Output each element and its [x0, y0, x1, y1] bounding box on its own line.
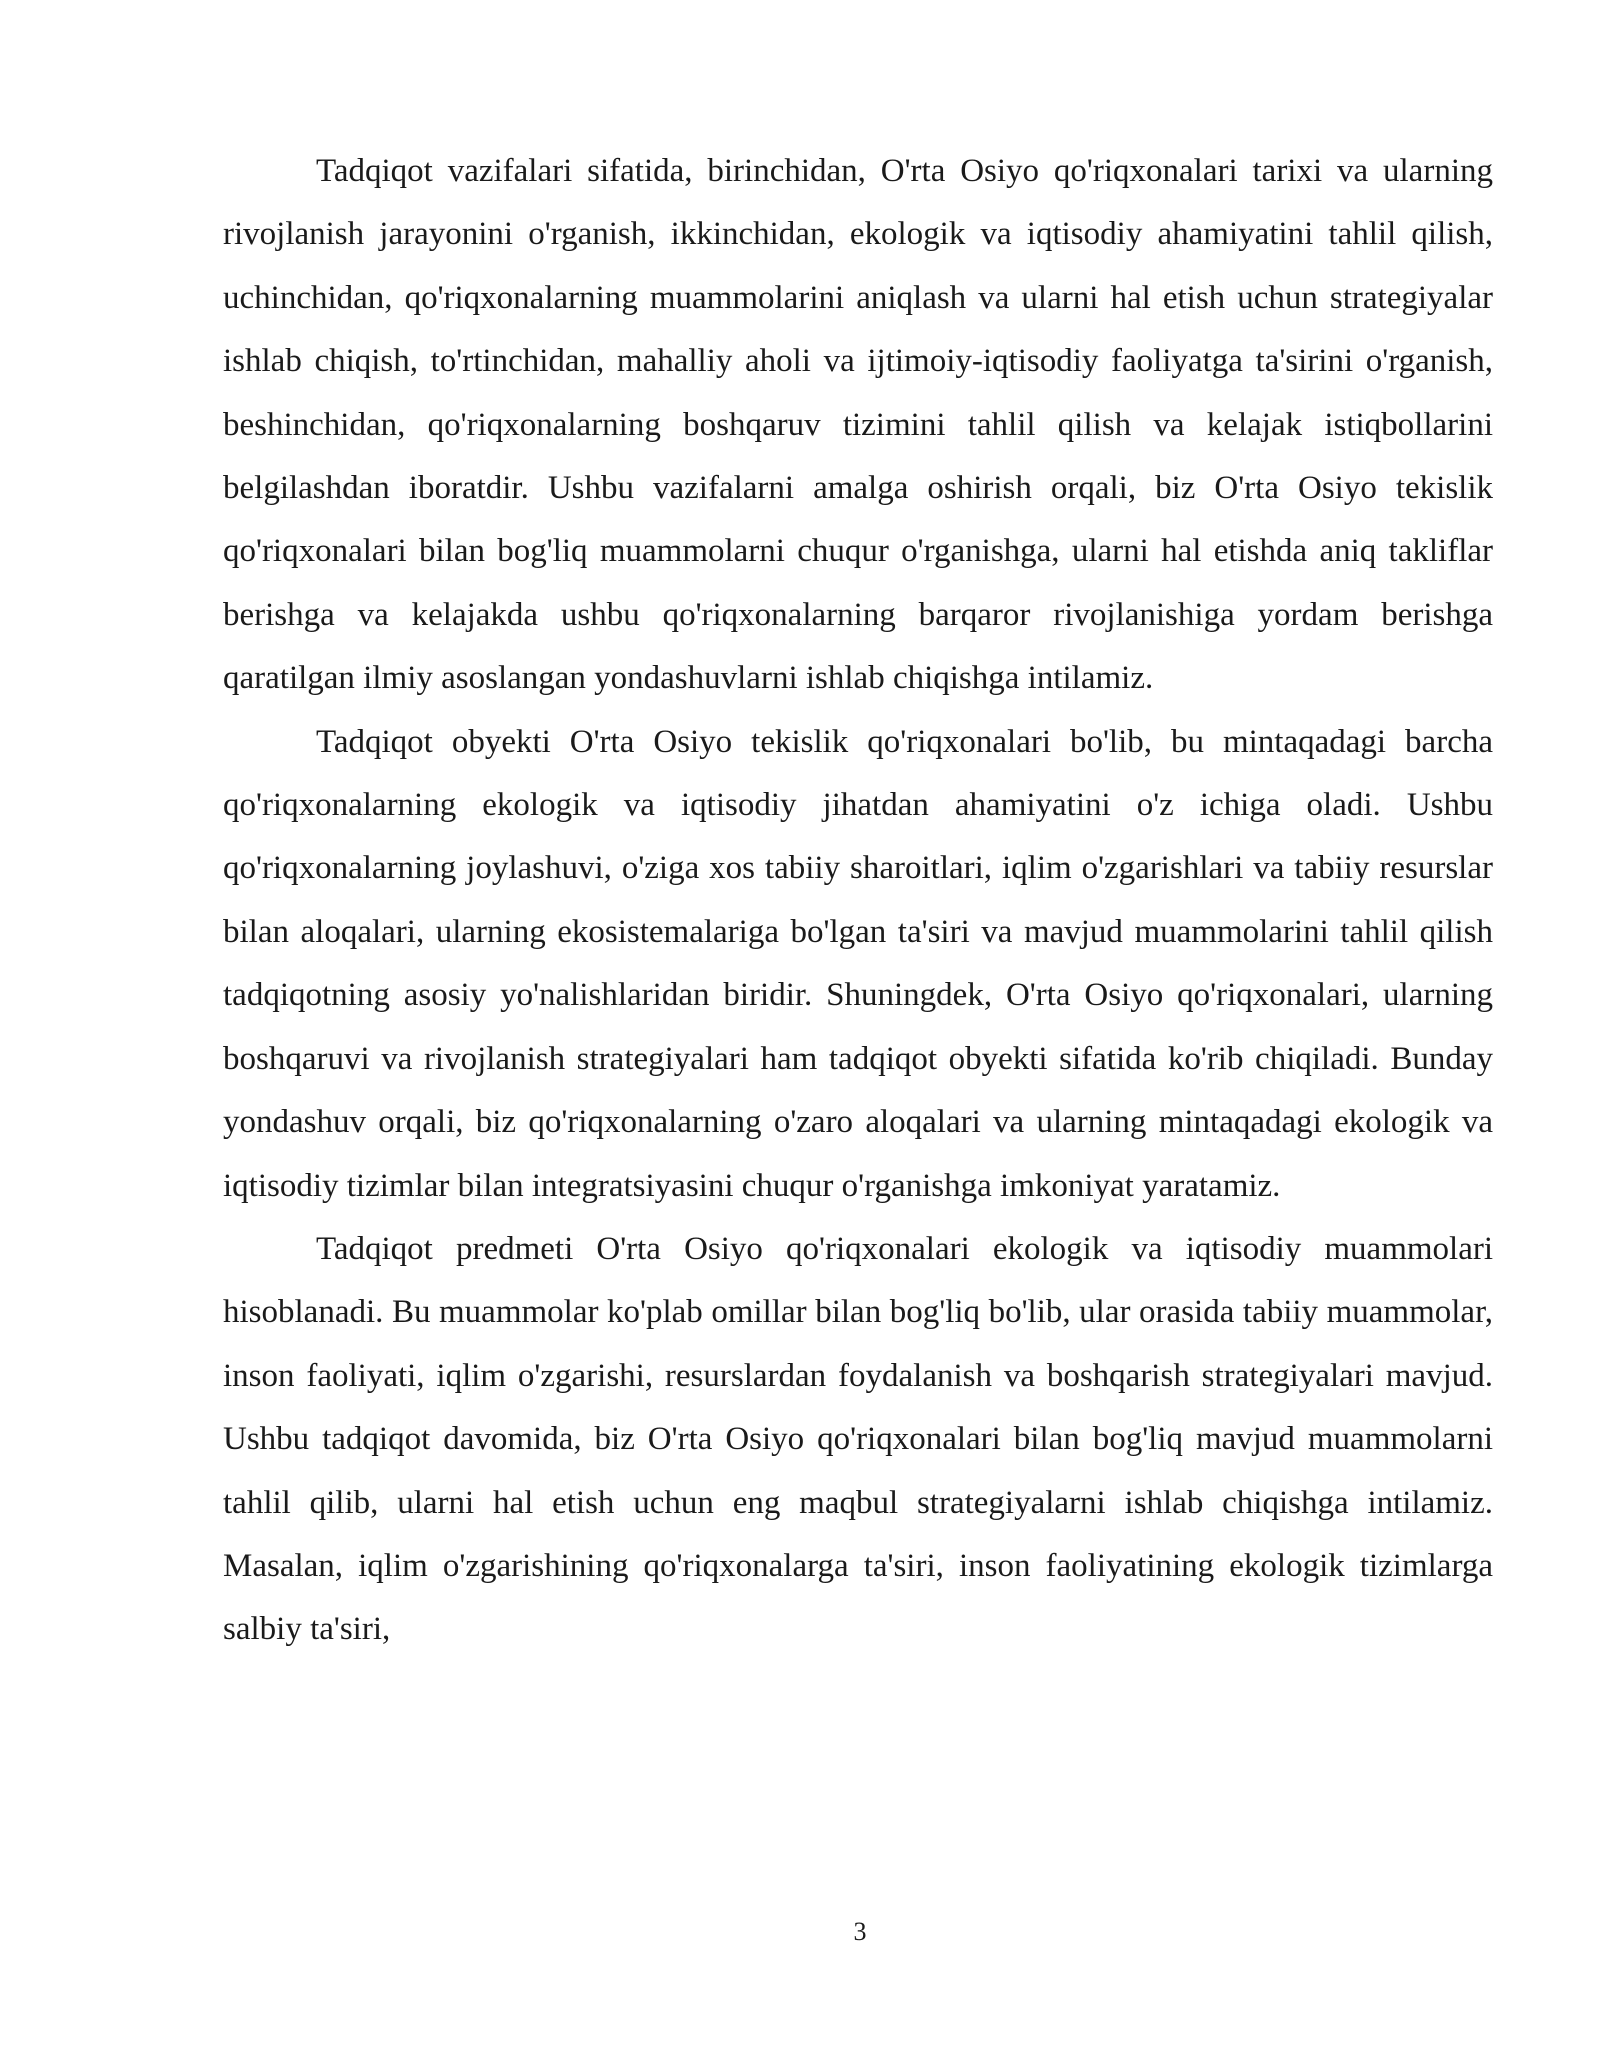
body-text [223, 140, 1493, 1662]
paragraph-tasks: Tadqiqot vazifalari sifatida, birinchidan, O'rta Osiyo qo'riqxonalari tarixi va ularning rivojlanish jarayonini o'rganish, ikkinchidan, ekologik va iqtisodiy ahamiyatini tahlil qilish, uchinchidan, qo'riqxonalarning muammolarini aniqlash va ularni hal etish uchun strategiyalar ishlab chiqish, to'rtinchidan, mahalliy aholi va ijtimoiy-iqtisodiy faoliyatga ta'sirini o'rganish, beshinchidan, qo'riqxonalarning boshqaruv tizimini tahlil qilish va kelajak istiqbollarini belgilashdan iboratdir. Ushbu vazifalarni amalga oshirish orqali, biz O'rta Osiyo tekislik qo'riqxonalari bilan bog'liq muammolarni chuqur o'rganishga, ularni hal etishda aniq takliflar berishga va kelajakda ushbu qo'riqxonalarning barqaror rivojlanishiga yordam berishga qaratilgan ilmiy asoslangan yondashuvlarni ishlab chiqishga intilamiz. [223, 153, 1493, 697]
page-number: 3 [853, 1917, 867, 1946]
paragraph-subject: Tadqiqot predmeti O'rta Osiyo qo'riqxonalari ekologik va iqtisodiy muammolari hisoblanadi. Bu muammolar ko'plab omillar bilan bog'liq bo'lib, ular orasida tabiiy muammolar, inson faoliyati, iqlim o'zgarishi, resurslardan foydalanish va boshqarish strategiyalari mavjud. Ushbu tadqiqot davomida, biz O'rta Osiyo qo'riqxonalari bilan bog'liq mavjud muammolarni tahlil qilib, ularni hal etish uchun eng maqbul strategiyalarni ishlab chiqishga intilamiz. Masalan, iqlim o'zgarishining qo'riqxonalarga ta'siri, inson faoliyatining ekologik tizimlarga salbiy ta'siri, [223, 1230, 1493, 1648]
paragraph-object: Tadqiqot obyekti O'rta Osiyo tekislik qo'riqxonalari bo'lib, bu mintaqadagi barcha qo'riqxonalarning ekologik va iqtisodiy jihatdan ahamiyatini o'z ichiga oladi. Ushbu qo'riqxonalarning joylashuvi, o'ziga xos tabiiy sharoitlari, iqlim o'zgarishlari va tabiiy resurslar bilan aloqalari, ularning ekosistemalariga bo'lgan ta'siri va mavjud muammolarini tahlil qilish tadqiqotning asosiy yo'nalishlaridan biridir. Shuningdek, O'rta Osiyo qo'riqxonalari, ularning boshqaruvi va rivojlanish strategiyalari ham tadqiqot obyekti sifatida ko'rib chiqiladi. Bunday yondashuv orqali, biz qo'riqxonalarning o'zaro aloqalari va ularning mintaqadagi ekologik va iqtisodiy tizimlar bilan integratsiyasini chuqur o'rganishga imkoniyat yaratamiz. [223, 723, 1493, 1204]
